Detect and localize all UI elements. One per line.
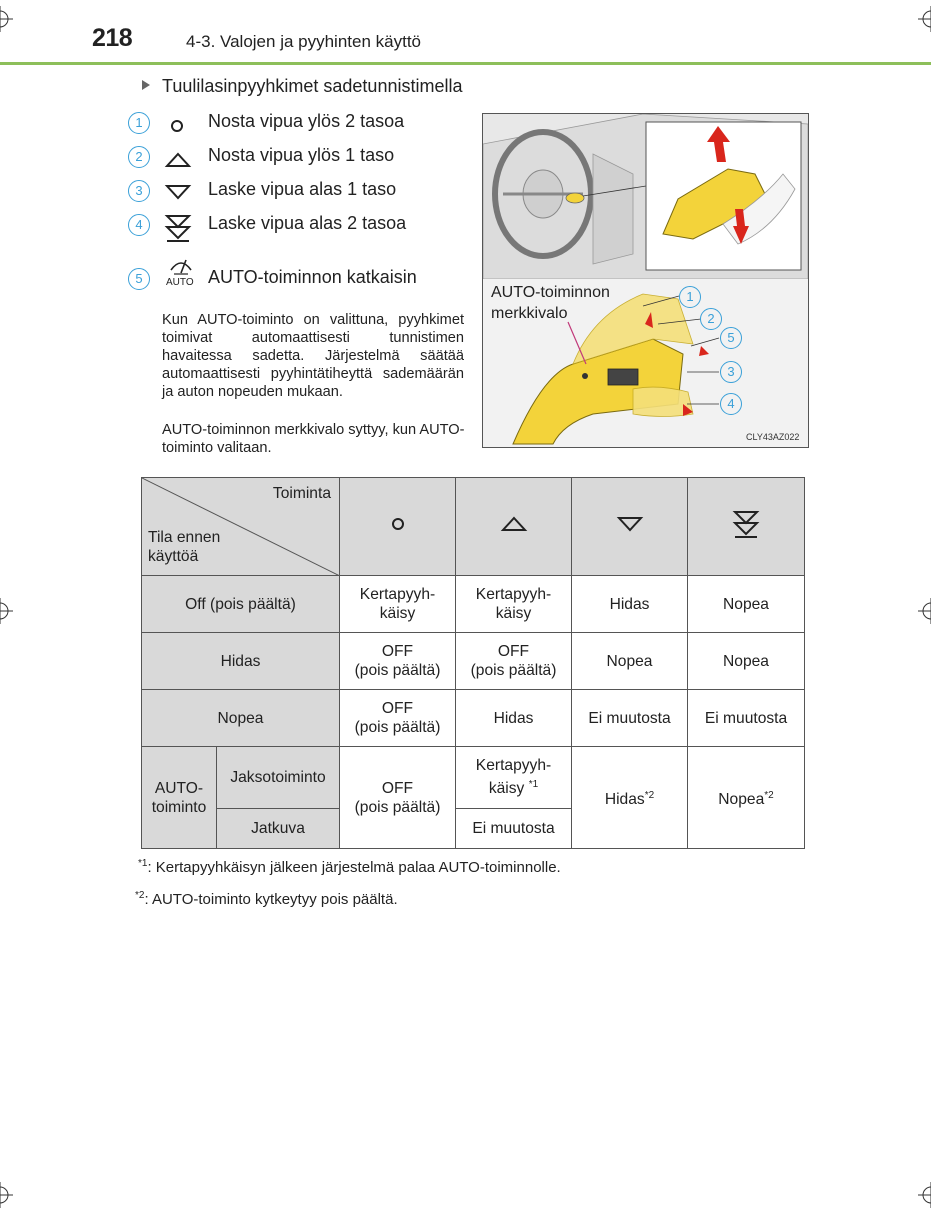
registration-mark-icon: [918, 598, 931, 624]
cell-text: Hidas: [604, 791, 645, 809]
header-divider: [0, 62, 931, 65]
table-cell: Hidas: [456, 690, 572, 747]
footnote-ref: *2: [644, 789, 655, 801]
step-number: 3: [128, 180, 150, 202]
table-row: [142, 576, 805, 633]
cell-text: Nopea: [718, 791, 765, 809]
column-header: [688, 478, 805, 576]
bullet-triangle-icon: [142, 80, 150, 90]
mist-circle-icon: [389, 516, 407, 532]
cell-line: OFF: [381, 643, 414, 660]
registration-mark-icon: [918, 6, 931, 32]
table-cell: Nopea: [688, 576, 805, 633]
callout-number: 3: [720, 361, 742, 383]
illustration-label-line: AUTO-toiminnon: [491, 284, 610, 301]
corner-bottom-line: käyttöä: [148, 548, 199, 565]
description-paragraph: AUTO-toiminnon merkkivalo syttyy, kun AUTO-toiminto valitaan.: [162, 422, 465, 456]
step-number: 2: [128, 146, 150, 168]
step-number: 1: [128, 112, 150, 134]
cell-line: [459, 775, 568, 798]
table-corner-cell: [142, 478, 340, 576]
cell-line: (pois päältä): [470, 662, 557, 679]
wiper-auto-label: AUTO: [166, 277, 194, 288]
cell-line: käisy: [495, 605, 532, 622]
cell-line: OFF: [381, 700, 414, 717]
cell-text: käisy: [488, 780, 525, 798]
column-header: [572, 478, 688, 576]
corner-top-label: Toiminta: [272, 485, 331, 502]
triangle-up-icon: [164, 152, 192, 168]
table-cell: [340, 747, 456, 849]
footnote: [138, 858, 561, 876]
sub-row-label: Jatkuva: [217, 809, 340, 849]
table-cell: [340, 576, 456, 633]
cell-line: Kertapyyh-: [475, 586, 552, 603]
table-cell: [340, 690, 456, 747]
triangle-up-icon: [500, 516, 528, 532]
description-paragraph: Kun AUTO-toiminto on valittuna, pyyhkimet toimivat automaattisesti tunnistimen havaitessa sadetta. Järjestelmä säätää automaattisesti pyyhintätiheyttä sademäärän ja auton nopeuden mukaan.: [162, 312, 464, 400]
cell-line: (pois päältä): [354, 719, 441, 736]
cell-line: AUTO-: [154, 779, 204, 797]
registration-mark-icon: [918, 1182, 931, 1208]
row-label: Nopea: [142, 690, 340, 747]
table-cell: Hidas: [572, 576, 688, 633]
cell-line: Kertapyyh-: [475, 757, 552, 775]
column-header: [340, 478, 456, 576]
cell-line: (pois päältä): [354, 662, 441, 679]
corner-bottom-line: Tila ennen: [148, 529, 221, 546]
table-cell: [340, 633, 456, 690]
step-text: AUTO-toiminnon katkaisin: [208, 267, 417, 287]
cell-line: OFF: [497, 643, 530, 660]
table-cell: Ei muutosta: [688, 690, 805, 747]
footnote: [135, 890, 398, 908]
section-title-text: Tuulilasinpyyhkimet sadetunnistimella: [162, 76, 463, 96]
illustration-label: [491, 282, 610, 324]
step-text: Laske vipua alas 1 taso: [208, 179, 397, 199]
row-label: Off (pois päältä): [142, 576, 340, 633]
table-cell: Ei muutosta: [456, 809, 572, 849]
mist-circle-icon: [168, 118, 186, 134]
cell-line: toiminto: [151, 798, 207, 816]
double-triangle-down-icon: [732, 509, 760, 539]
table-cell: [688, 747, 805, 849]
row-label: [142, 747, 217, 849]
illustration-label-line: merkkivalo: [491, 305, 568, 322]
table-row: [142, 747, 805, 809]
illustration-drawing: [483, 114, 808, 447]
registration-mark-icon: [0, 6, 13, 32]
step-text: Nosta vipua ylös 1 taso: [208, 145, 395, 165]
table-cell: [456, 633, 572, 690]
footnote-mark: *2: [135, 890, 145, 901]
table-cell: Nopea: [572, 633, 688, 690]
table-cell: [456, 747, 572, 809]
table-row: [142, 633, 805, 690]
wiper-lever-illustration: [482, 113, 809, 448]
step-text: Nosta vipua ylös 2 tasoa: [208, 111, 405, 131]
footnote-text: : Kertapyyhkäisyn jälkeen järjestelmä palaa AUTO-toiminnolle.: [147, 859, 561, 876]
operation-table: [141, 477, 805, 849]
double-triangle-down-icon: [164, 213, 192, 243]
footnote-text: : AUTO-toiminto kytkeytyy pois päältä.: [144, 891, 398, 908]
triangle-down-icon: [164, 184, 192, 200]
registration-mark-icon: [0, 598, 13, 624]
column-header: [456, 478, 572, 576]
callout-number: 2: [700, 308, 722, 330]
cell-line: Kertapyyh-: [359, 586, 436, 603]
page-number: 218: [92, 24, 133, 52]
step-number: 4: [128, 214, 150, 236]
triangle-down-icon: [616, 516, 644, 532]
cell-line: käisy: [379, 605, 416, 622]
callout-number: 1: [679, 286, 701, 308]
step-number: 5: [128, 268, 150, 290]
footnote-mark: *1: [138, 858, 148, 869]
cell-line: (pois päältä): [354, 798, 441, 816]
footnote-ref: *2: [764, 789, 774, 801]
callout-number: 4: [720, 393, 742, 415]
step-text: Laske vipua alas 2 tasoa: [208, 213, 407, 233]
table-row: [142, 690, 805, 747]
cell-line: OFF: [381, 779, 414, 797]
table-cell: [456, 576, 572, 633]
table-cell: Nopea: [688, 633, 805, 690]
sub-row-label: Jaksotoiminto: [217, 747, 340, 809]
table-cell: Ei muutosta: [572, 690, 688, 747]
table-cell: [572, 747, 688, 849]
row-label: Hidas: [142, 633, 340, 690]
footnote-ref: *1: [528, 779, 539, 791]
registration-mark-icon: [0, 1182, 13, 1208]
wiper-auto-icon: [168, 256, 194, 276]
callout-number: 5: [720, 327, 742, 349]
section-title: [142, 76, 462, 97]
corner-bottom-label: [148, 528, 220, 566]
illustration-code: CLY43AZ022: [746, 432, 800, 442]
section-header: 4-3. Valojen ja pyyhinten käyttö: [186, 32, 421, 51]
